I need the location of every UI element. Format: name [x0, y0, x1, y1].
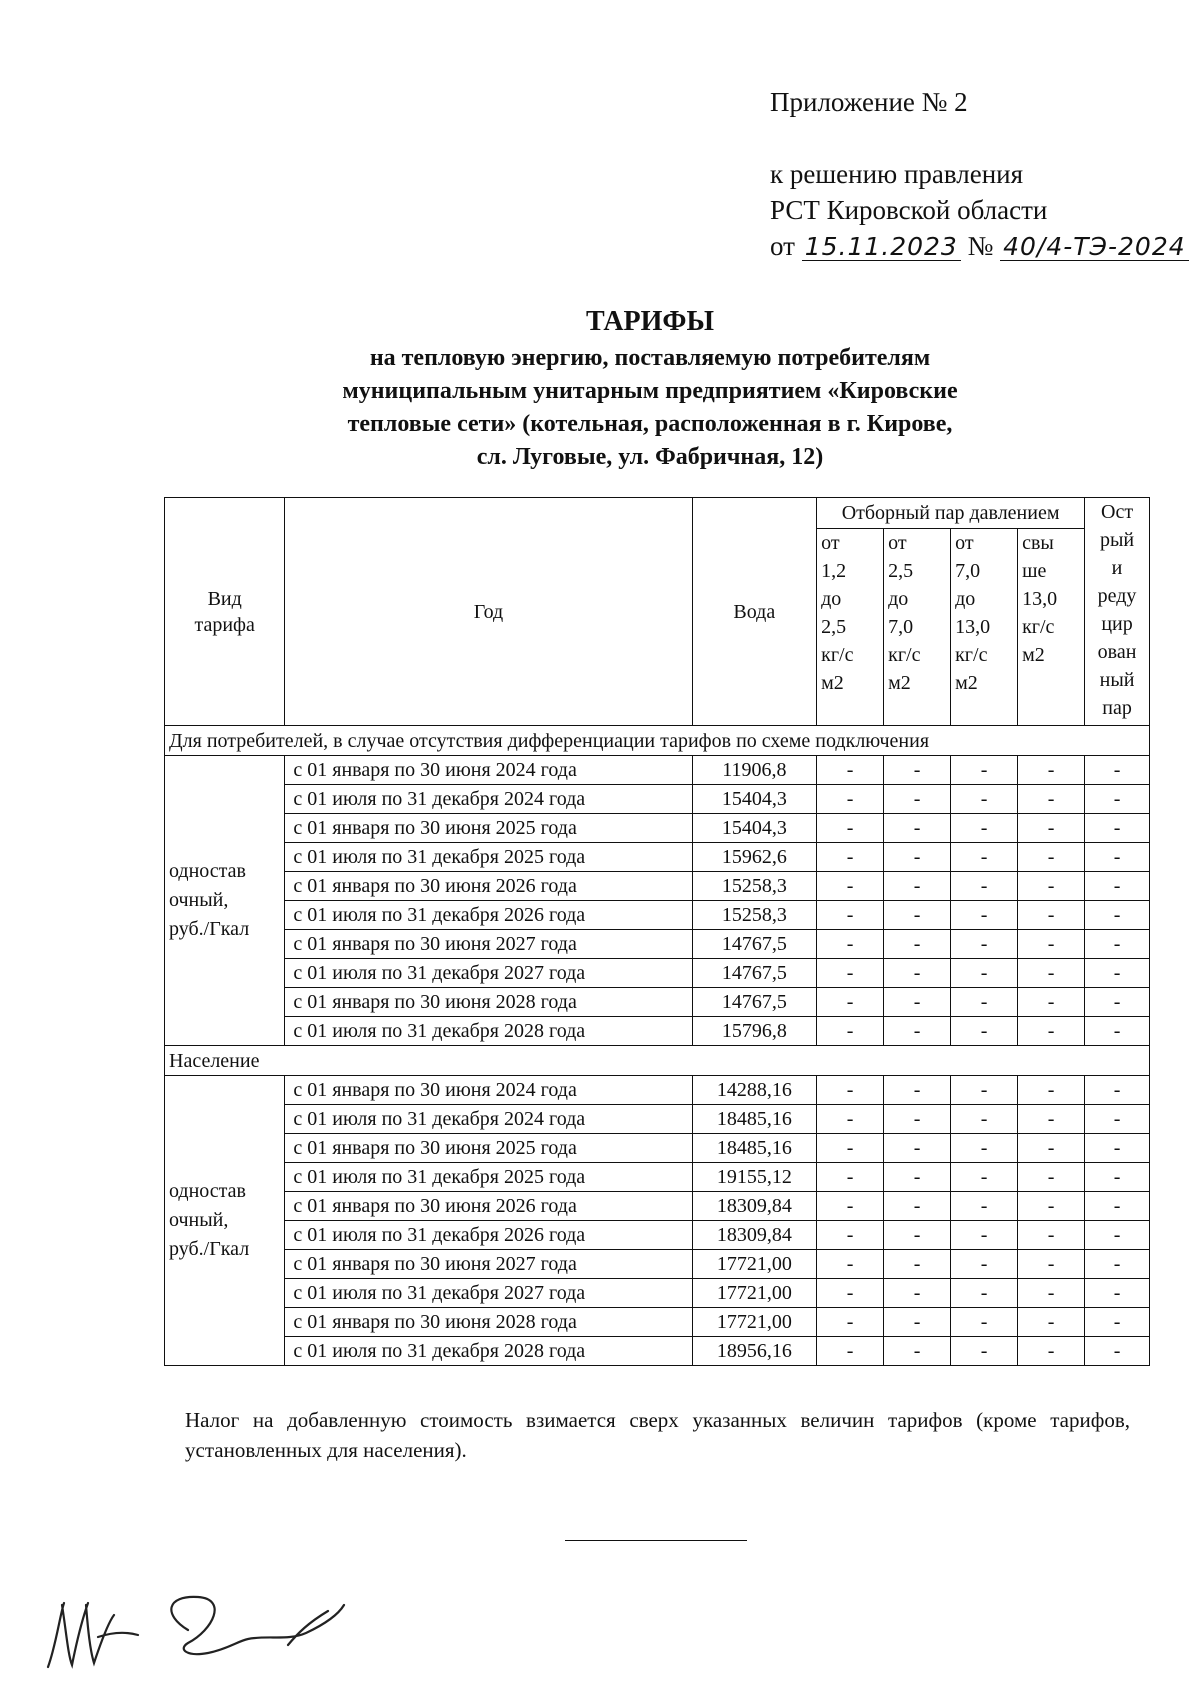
empty-value-cell: -: [1018, 872, 1085, 901]
empty-value-cell: -: [951, 1163, 1018, 1192]
table-row: [165, 1192, 1150, 1221]
empty-value-cell: -: [1018, 1279, 1085, 1308]
table-row: [165, 959, 1150, 988]
empty-value-cell: -: [1018, 959, 1085, 988]
water-tariff-cell: 15258,3: [692, 901, 817, 930]
empty-value-cell: -: [1018, 930, 1085, 959]
period-cell: с 01 января по 30 июня 2026 года: [285, 1192, 692, 1221]
empty-value-cell: -: [951, 756, 1018, 785]
water-tariff-cell: 18309,84: [692, 1192, 817, 1221]
empty-value-cell: -: [817, 1250, 884, 1279]
empty-value-cell: -: [1018, 901, 1085, 930]
table-row: [165, 872, 1150, 901]
water-tariff-cell: 15962,6: [692, 843, 817, 872]
empty-value-cell: -: [951, 1250, 1018, 1279]
empty-value-cell: -: [817, 1221, 884, 1250]
empty-value-cell: -: [1085, 1250, 1150, 1279]
water-tariff-cell: 18309,84: [692, 1221, 817, 1250]
period-cell: с 01 января по 30 июня 2025 года: [285, 814, 692, 843]
water-tariff-cell: 19155,12: [692, 1163, 817, 1192]
period-cell: с 01 января по 30 июня 2025 года: [285, 1134, 692, 1163]
empty-value-cell: -: [1018, 1076, 1085, 1105]
divider-line: [565, 1540, 747, 1541]
empty-value-cell: -: [817, 872, 884, 901]
water-tariff-cell: 15404,3: [692, 814, 817, 843]
empty-value-cell: -: [817, 988, 884, 1017]
water-tariff-cell: 17721,00: [692, 1279, 817, 1308]
appendix-title: Приложение № 2: [770, 87, 968, 117]
water-tariff-cell: 15404,3: [692, 785, 817, 814]
number-prefix: №: [967, 231, 994, 261]
appendix-header: [770, 84, 1189, 264]
appendix-line-2: РСТ Кировской области: [770, 195, 1048, 225]
table-row: [165, 930, 1150, 959]
period-cell: с 01 июля по 31 декабря 2025 года: [285, 843, 692, 872]
empty-value-cell: -: [951, 1017, 1018, 1046]
empty-value-cell: -: [817, 930, 884, 959]
empty-value-cell: -: [817, 1308, 884, 1337]
empty-value-cell: -: [951, 1192, 1018, 1221]
document-title: ТАРИФЫ: [586, 306, 714, 337]
period-cell: с 01 января по 30 июня 2028 года: [285, 988, 692, 1017]
table-row: [165, 1076, 1150, 1105]
heading-line-1: на тепловую энергию, поставляемую потребителям: [369, 345, 931, 371]
empty-value-cell: -: [884, 988, 951, 1017]
water-tariff-cell: 11906,8: [692, 756, 817, 785]
empty-value-cell: -: [1018, 1337, 1085, 1366]
table-row: [165, 843, 1150, 872]
empty-value-cell: -: [951, 1337, 1018, 1366]
document-heading: [150, 302, 1150, 474]
table-row: [165, 1279, 1150, 1308]
empty-value-cell: -: [1085, 1105, 1150, 1134]
table-row: [165, 814, 1150, 843]
empty-value-cell: -: [951, 872, 1018, 901]
water-tariff-cell: 14767,5: [692, 959, 817, 988]
empty-value-cell: -: [884, 1308, 951, 1337]
empty-value-cell: -: [1085, 1221, 1150, 1250]
empty-value-cell: -: [884, 872, 951, 901]
section-row: [165, 726, 1150, 756]
table-row: [165, 1105, 1150, 1134]
header-steam-pressure-4: свы ше 13,0 кг/с м2: [1018, 529, 1085, 726]
date-prefix: от: [770, 231, 795, 261]
empty-value-cell: -: [884, 814, 951, 843]
empty-value-cell: -: [817, 814, 884, 843]
empty-value-cell: -: [1085, 1017, 1150, 1046]
water-tariff-cell: 17721,00: [692, 1250, 817, 1279]
period-cell: с 01 июля по 31 декабря 2025 года: [285, 1163, 692, 1192]
empty-value-cell: -: [884, 1221, 951, 1250]
empty-value-cell: -: [817, 1076, 884, 1105]
empty-value-cell: -: [1085, 930, 1150, 959]
empty-value-cell: -: [1018, 1163, 1085, 1192]
empty-value-cell: -: [1018, 1221, 1085, 1250]
empty-value-cell: -: [884, 756, 951, 785]
empty-value-cell: -: [1018, 1105, 1085, 1134]
empty-value-cell: -: [1018, 756, 1085, 785]
appendix-line-1: к решению правления: [770, 159, 1024, 189]
empty-value-cell: -: [1085, 1337, 1150, 1366]
water-tariff-cell: 15796,8: [692, 1017, 817, 1046]
header-open-steam: Ост рый и реду цир ован ный пар: [1085, 498, 1150, 726]
empty-value-cell: -: [1085, 1192, 1150, 1221]
empty-value-cell: -: [884, 1163, 951, 1192]
water-tariff-cell: 15258,3: [692, 872, 817, 901]
empty-value-cell: -: [951, 843, 1018, 872]
header-steam-pressure-2: от 2,5 до 7,0 кг/с м2: [884, 529, 951, 726]
period-cell: с 01 января по 30 июня 2027 года: [285, 930, 692, 959]
empty-value-cell: -: [1085, 988, 1150, 1017]
empty-value-cell: -: [951, 1105, 1018, 1134]
empty-value-cell: -: [1085, 1308, 1150, 1337]
empty-value-cell: -: [1018, 1134, 1085, 1163]
table-row: [165, 988, 1150, 1017]
tariff-table: [164, 497, 1150, 1366]
empty-value-cell: -: [951, 988, 1018, 1017]
heading-line-2: муниципальным унитарным предприятием «Кировские: [342, 378, 958, 404]
empty-value-cell: -: [817, 1105, 884, 1134]
empty-value-cell: -: [884, 1017, 951, 1046]
empty-value-cell: -: [817, 1163, 884, 1192]
empty-value-cell: -: [817, 1017, 884, 1046]
empty-value-cell: -: [1085, 1134, 1150, 1163]
empty-value-cell: -: [817, 959, 884, 988]
section-label: Население: [165, 1046, 1150, 1076]
table-row: [165, 785, 1150, 814]
empty-value-cell: -: [1018, 814, 1085, 843]
empty-value-cell: -: [1085, 872, 1150, 901]
handwritten-signature: [38, 1575, 348, 1675]
period-cell: с 01 января по 30 июня 2027 года: [285, 1250, 692, 1279]
empty-value-cell: -: [884, 959, 951, 988]
empty-value-cell: -: [884, 1134, 951, 1163]
empty-value-cell: -: [884, 1192, 951, 1221]
empty-value-cell: -: [1018, 988, 1085, 1017]
empty-value-cell: -: [884, 930, 951, 959]
table-row: [165, 756, 1150, 785]
decision-number: 40/4-ТЭ-2024: [1000, 234, 1189, 261]
period-cell: с 01 января по 30 июня 2024 года: [285, 1076, 692, 1105]
empty-value-cell: -: [884, 843, 951, 872]
empty-value-cell: -: [951, 1134, 1018, 1163]
water-tariff-cell: 18485,16: [692, 1134, 817, 1163]
water-tariff-cell: 14767,5: [692, 988, 817, 1017]
table-row: [165, 1163, 1150, 1192]
empty-value-cell: -: [817, 756, 884, 785]
table-row: [165, 1221, 1150, 1250]
empty-value-cell: -: [1018, 843, 1085, 872]
empty-value-cell: -: [951, 814, 1018, 843]
period-cell: с 01 июля по 31 декабря 2028 года: [285, 1017, 692, 1046]
empty-value-cell: -: [817, 1192, 884, 1221]
water-tariff-cell: 18956,16: [692, 1337, 817, 1366]
period-cell: с 01 июля по 31 декабря 2026 года: [285, 1221, 692, 1250]
empty-value-cell: -: [1085, 901, 1150, 930]
period-cell: с 01 июля по 31 декабря 2024 года: [285, 785, 692, 814]
empty-value-cell: -: [951, 1279, 1018, 1308]
header-steam-group: Отборный пар давлением: [817, 498, 1085, 529]
table-row: [165, 1337, 1150, 1366]
empty-value-cell: -: [951, 1076, 1018, 1105]
empty-value-cell: -: [884, 1105, 951, 1134]
period-cell: с 01 июля по 31 декабря 2024 года: [285, 1105, 692, 1134]
period-cell: с 01 июля по 31 декабря 2026 года: [285, 901, 692, 930]
empty-value-cell: -: [1085, 1279, 1150, 1308]
empty-value-cell: -: [817, 785, 884, 814]
empty-value-cell: -: [1018, 785, 1085, 814]
empty-value-cell: -: [1085, 843, 1150, 872]
empty-value-cell: -: [951, 1221, 1018, 1250]
appendix-date-line: [770, 228, 1189, 264]
period-cell: с 01 января по 30 июня 2028 года: [285, 1308, 692, 1337]
period-cell: с 01 июля по 31 декабря 2028 года: [285, 1337, 692, 1366]
decision-date: 15.11.2023: [802, 234, 961, 261]
water-tariff-cell: 18485,16: [692, 1105, 817, 1134]
empty-value-cell: -: [884, 1250, 951, 1279]
water-tariff-cell: 17721,00: [692, 1308, 817, 1337]
empty-value-cell: -: [951, 959, 1018, 988]
header-steam-pressure-1: от 1,2 до 2,5 кг/с м2: [817, 529, 884, 726]
period-cell: с 01 июля по 31 декабря 2027 года: [285, 1279, 692, 1308]
empty-value-cell: -: [1018, 1250, 1085, 1279]
empty-value-cell: -: [951, 901, 1018, 930]
empty-value-cell: -: [1018, 1192, 1085, 1221]
empty-value-cell: -: [1018, 1017, 1085, 1046]
empty-value-cell: -: [817, 1134, 884, 1163]
tariff-kind-cell: одностав очный, руб./Гкал: [165, 1076, 285, 1366]
empty-value-cell: -: [1018, 1308, 1085, 1337]
empty-value-cell: -: [951, 1308, 1018, 1337]
header-tariff-kind: Вид тарифа: [165, 498, 285, 726]
empty-value-cell: -: [1085, 814, 1150, 843]
table-row: [165, 1017, 1150, 1046]
section-label: Для потребителей, в случае отсутствия дифференциации тарифов по схеме подключения: [165, 726, 1150, 756]
empty-value-cell: -: [951, 930, 1018, 959]
empty-value-cell: -: [817, 1279, 884, 1308]
period-cell: с 01 июля по 31 декабря 2027 года: [285, 959, 692, 988]
empty-value-cell: -: [951, 785, 1018, 814]
empty-value-cell: -: [884, 1337, 951, 1366]
period-cell: с 01 января по 30 июня 2026 года: [285, 872, 692, 901]
empty-value-cell: -: [1085, 959, 1150, 988]
empty-value-cell: -: [1085, 1076, 1150, 1105]
table-row: [165, 1134, 1150, 1163]
header-steam-pressure-3: от 7,0 до 13,0 кг/с м2: [951, 529, 1018, 726]
period-cell: с 01 января по 30 июня 2024 года: [285, 756, 692, 785]
empty-value-cell: -: [884, 901, 951, 930]
empty-value-cell: -: [1085, 785, 1150, 814]
table-row: [165, 901, 1150, 930]
tariff-kind-cell: одностав очный, руб./Гкал: [165, 756, 285, 1046]
empty-value-cell: -: [817, 843, 884, 872]
heading-line-4: сл. Луговые, ул. Фабричная, 12): [476, 444, 824, 470]
header-year: Год: [285, 498, 692, 726]
header-water: Вода: [692, 498, 817, 726]
empty-value-cell: -: [884, 1076, 951, 1105]
water-tariff-cell: 14288,16: [692, 1076, 817, 1105]
vat-note: Налог на добавленную стоимость взимается сверх указанных величин тарифов (кроме тарифов, установленных для населения).: [185, 1408, 1130, 1462]
header-row-1: [165, 498, 1150, 529]
empty-value-cell: -: [884, 1279, 951, 1308]
empty-value-cell: -: [817, 1337, 884, 1366]
empty-value-cell: -: [1085, 756, 1150, 785]
section-row: [165, 1046, 1150, 1076]
water-tariff-cell: 14767,5: [692, 930, 817, 959]
table-row: [165, 1308, 1150, 1337]
empty-value-cell: -: [817, 901, 884, 930]
empty-value-cell: -: [884, 785, 951, 814]
heading-line-3: тепловые сети» (котельная, расположенная в г. Кирове,: [347, 411, 953, 437]
empty-value-cell: -: [1085, 1163, 1150, 1192]
table-row: [165, 1250, 1150, 1279]
